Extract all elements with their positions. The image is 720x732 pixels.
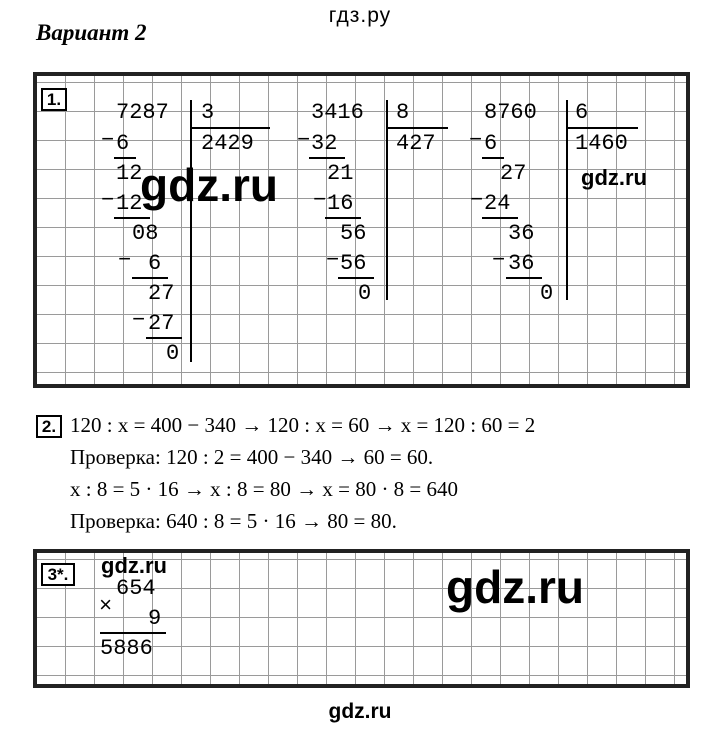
watermark-big-2: gdz.ru xyxy=(446,561,584,613)
step: 08 xyxy=(132,221,159,246)
watermark-small-2: gdz.ru xyxy=(101,553,167,578)
minus-sign: − xyxy=(132,308,146,333)
task2-line-4: Проверка: 640 : 8 = 5 · 16 → 80 = 80. xyxy=(70,509,397,533)
site-header: гдз.ру xyxy=(328,4,392,27)
multiplicand: 654 xyxy=(116,576,156,601)
minus-sign: − xyxy=(326,248,340,273)
minus-sign: − xyxy=(470,188,484,213)
minus-sign: − xyxy=(118,248,132,273)
site-footer: gdz.ru xyxy=(328,700,392,723)
quotient-3: 1460 xyxy=(575,131,628,156)
times-sign: × xyxy=(99,594,113,619)
watermark-small: gdz.ru xyxy=(581,165,647,190)
step: 27 xyxy=(148,311,175,336)
dividend-3: 8760 xyxy=(484,100,537,125)
dividend-2: 3416 xyxy=(311,100,364,125)
divisor-2: 8 xyxy=(396,100,410,125)
step: 56 xyxy=(340,221,367,246)
product: 5886 xyxy=(100,636,153,661)
step: 6 xyxy=(116,131,130,156)
quotient-2: 427 xyxy=(396,131,436,156)
step: 0 xyxy=(540,281,554,306)
minus-sign: − xyxy=(469,128,483,153)
step: 16 xyxy=(327,191,354,216)
minus-sign: − xyxy=(492,248,506,273)
minus-sign: − xyxy=(297,128,311,153)
step: 56 xyxy=(340,251,367,276)
step: 12 xyxy=(116,191,143,216)
step: 24 xyxy=(484,191,511,216)
step: 12 xyxy=(116,161,143,186)
step: 6 xyxy=(484,131,498,156)
step: 21 xyxy=(327,161,354,186)
watermark-big: gdz.ru xyxy=(140,159,278,211)
task2-line-3: x : 8 = 5 · 16 → x : 8 = 80 → x = 80 · 8 = 640 xyxy=(70,477,459,501)
dividend-1: 7287 xyxy=(116,100,169,125)
divisor-1: 3 xyxy=(201,100,215,125)
step: 36 xyxy=(508,251,535,276)
task2-number: 2. xyxy=(36,415,62,438)
minus-sign: − xyxy=(101,188,115,213)
step: 27 xyxy=(148,281,175,306)
step: 27 xyxy=(500,161,527,186)
step: 0 xyxy=(358,281,372,306)
task2-line-2: Проверка: 120 : 2 = 400 − 340 → 60 = 60. xyxy=(70,445,434,469)
step: 6 xyxy=(148,251,162,276)
minus-sign: − xyxy=(101,128,115,153)
variant-title: Вариант 2 xyxy=(36,20,147,45)
step: 0 xyxy=(166,341,180,366)
step: 32 xyxy=(311,131,338,156)
quotient-1: 2429 xyxy=(201,131,254,156)
task3-number: 3*. xyxy=(41,563,75,586)
step: 36 xyxy=(508,221,535,246)
multiplier: 9 xyxy=(148,606,162,631)
task1-number: 1. xyxy=(41,88,67,111)
divisor-3: 6 xyxy=(575,100,589,125)
task2-line-1: 120 : x = 400 − 340 → 120 : x = 60 → x = 120 : 60 = 2 xyxy=(70,413,536,437)
minus-sign: − xyxy=(313,188,327,213)
